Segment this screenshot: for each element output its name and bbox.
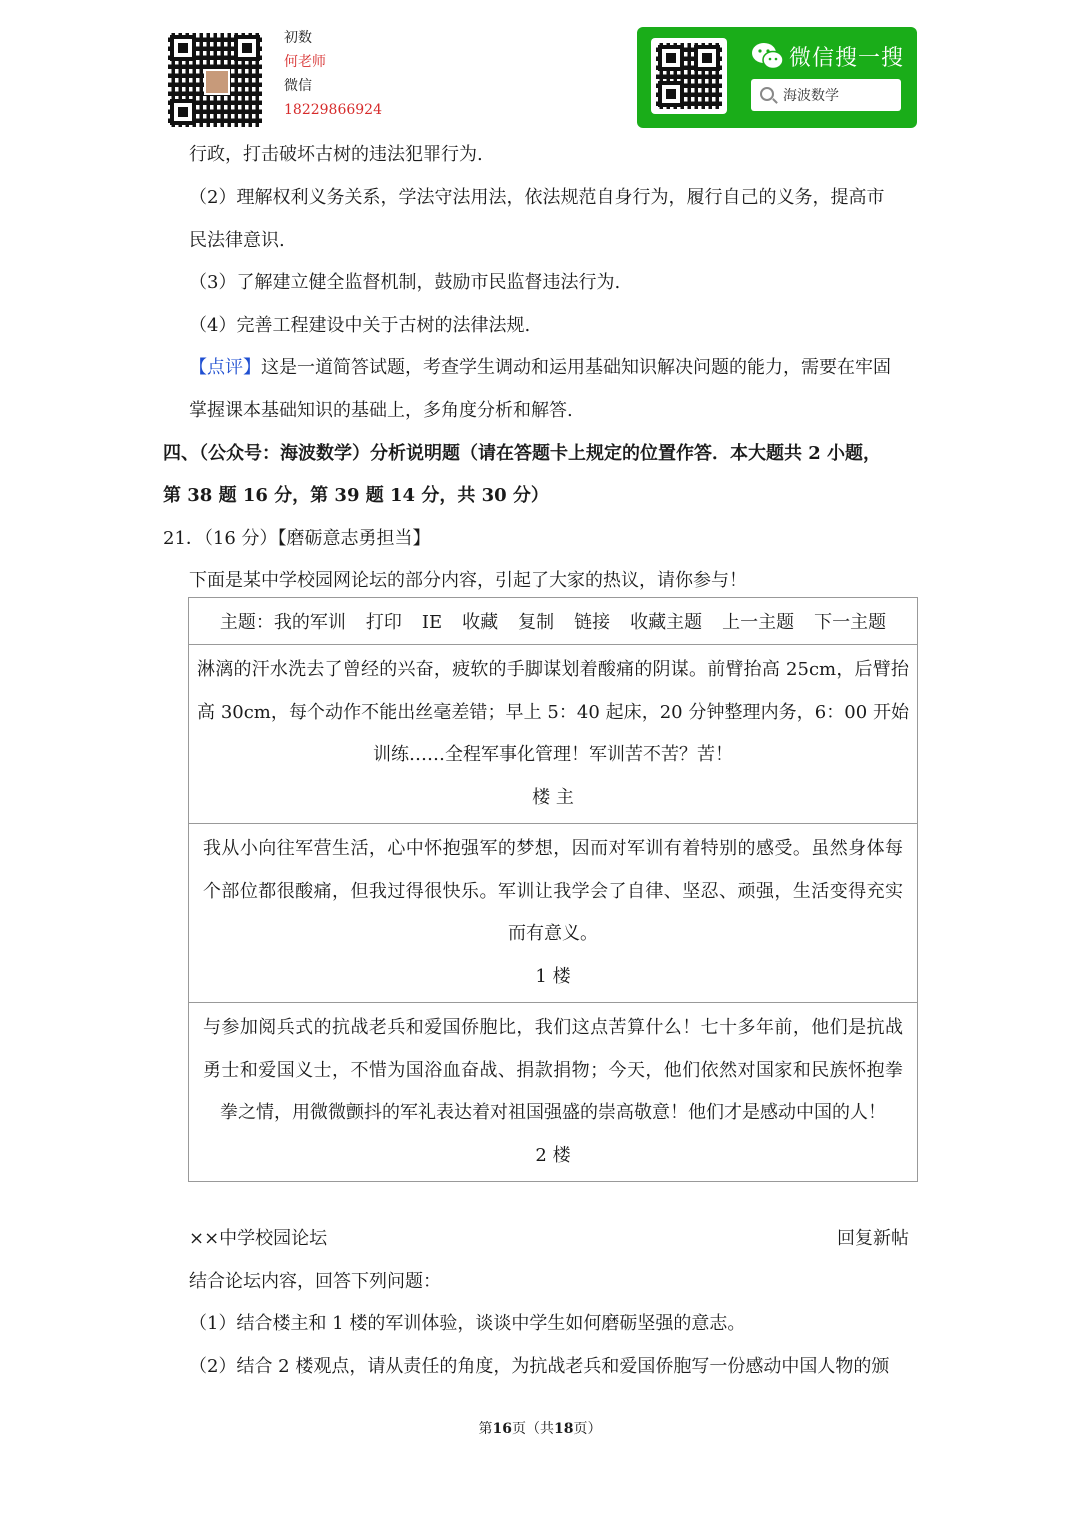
section-heading-1: 四、（公众号：海波数学）分析说明题（请在答题卡上规定的位置作答．本大题共 2 小题，: [163, 443, 882, 464]
forum-favorite-topic-link[interactable]: 收藏主题: [630, 612, 703, 633]
wechat-search-title: 微信搜一搜: [789, 46, 905, 71]
forum-next-topic-link[interactable]: 下一主题: [814, 612, 887, 633]
teacher-contact: [284, 26, 382, 122]
wechat-qr-code: [656, 43, 722, 109]
qr-label-subject: 初数: [284, 30, 312, 46]
post-text: 淋漓的汗水洗去了曾经的兴奋，疲软的手脚谋划着酸痛的阴谋。前臂抬高 25cm，后臂抬高 30cm，每个动作不能出丝毫差错；早上 5：40 起床，20 分钟整理内务，6：00 开始训练……全程军事化管理！军训苦不苦？苦！: [197, 659, 909, 765]
answer-line-3: 民法律意识.: [189, 230, 285, 251]
page-mid: 页（共: [512, 1421, 554, 1437]
answer-line-4: （3）了解建立健全监督机制，鼓励市民监督违法行为.: [189, 272, 621, 293]
page-number: [0, 1418, 1080, 1438]
wechat-search-keyword: 海波数学: [783, 88, 839, 104]
forum-favorite-link[interactable]: 收藏: [462, 612, 499, 633]
qr-label-teacher: 何老师: [284, 54, 326, 70]
post-text: 我从小向往军营生活，心中怀抱强军的梦想，因而对军训有着特别的感受。虽然身体每个部位都很酸痛，但我过得很快乐。军训让我学会了自律、坚忍、顽强，生活变得充实而有意义。: [203, 838, 903, 944]
section-heading-2: 第 38 题 16 分，第 39 题 14 分，共 30 分）: [163, 485, 549, 506]
comment-line: [189, 353, 891, 379]
qr-label-phone: 18229866924: [284, 102, 382, 118]
forum-post: [189, 645, 918, 824]
teacher-qr-code: [168, 33, 262, 127]
page-total: 18: [554, 1421, 574, 1437]
forum-ie-link[interactable]: IE: [421, 612, 443, 633]
search-icon: [760, 87, 774, 101]
forum-table: [188, 597, 918, 1182]
post-floor: 2 楼: [535, 1144, 571, 1166]
forum-topic-label: 主题：我的军训: [219, 612, 346, 633]
question-2: （2）结合 2 楼观点，请从责任的角度，为抗战老兵和爱国侨胞写一份感动中国人物的颁: [189, 1356, 890, 1377]
question-21-title: 21．（16 分）【磨砺意志勇担当】: [163, 528, 431, 549]
forum-copy-link[interactable]: 复制: [518, 612, 555, 633]
comment-text: 这是一道简答试题，考查学生调动和运用基础知识解决问题的能力，需要在牢固: [261, 357, 891, 378]
forum-menu-bar: [189, 598, 918, 645]
answer-line-5: （4）完善工程建设中关于古树的法律法规.: [189, 315, 531, 336]
page-prefix: 第: [478, 1421, 493, 1437]
page-suffix: 页）: [573, 1421, 602, 1437]
comment-tag: 【点评】: [189, 357, 261, 378]
post-floor: 1 楼: [535, 965, 571, 987]
forum-site-name: ××中学校园论坛: [189, 1228, 328, 1249]
forum-post: [189, 1003, 918, 1182]
qr-label-wechat: 微信: [284, 78, 312, 94]
forum-print-link[interactable]: 打印: [365, 612, 402, 633]
forum-link-link[interactable]: 链接: [574, 612, 611, 633]
forum-reply-link[interactable]: 回复新帖: [837, 1228, 909, 1249]
page-current: 16: [492, 1421, 512, 1437]
post-floor: 楼 主: [532, 786, 574, 808]
answer-line-1: 行政，打击破坏古树的违法犯罪行为.: [189, 144, 483, 165]
forum-post: [189, 824, 918, 1003]
wechat-search-box[interactable]: [751, 79, 901, 111]
wechat-search-banner[interactable]: [637, 27, 917, 128]
question-21-intro: 下面是某中学校园网论坛的部分内容，引起了大家的热议，请你参与！: [189, 570, 747, 591]
questions-lead: 结合论坛内容，回答下列问题：: [189, 1271, 441, 1292]
answer-line-2: （2）理解权利义务关系，学法守法用法，依法规范自身行为，履行自己的义务，提高市: [189, 187, 885, 208]
question-1: （1）结合楼主和 1 楼的军训体验，谈谈中学生如何磨砺坚强的意志。: [189, 1313, 746, 1334]
wechat-qr-frame: [651, 38, 727, 114]
wechat-logo-icon: [751, 41, 785, 71]
post-text: 与参加阅兵式的抗战老兵和爱国侨胞比，我们这点苦算什么！七十多年前，他们是抗战勇士和爱国义士，不惜为国浴血奋战、捐款捐物；今天，他们依然对国家和民族怀抱拳拳之情，用微微颤抖的军礼表达着对祖国强盛的崇高敬意！他们才是感动中国的人！: [203, 1017, 903, 1123]
comment-line-2: 掌握课本基础知识的基础上，多角度分析和解答.: [189, 400, 573, 421]
forum-prev-topic-link[interactable]: 上一主题: [722, 612, 795, 633]
